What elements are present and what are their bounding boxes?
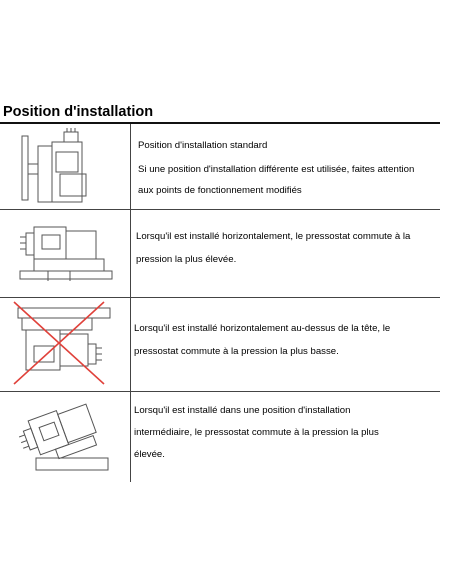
horizontal-position-figure — [0, 209, 130, 297]
table-row — [0, 392, 440, 482]
table-row — [0, 209, 440, 298]
row-2-line-1: Lorsqu'il est installé horizontalement, le pressostat commute à la — [136, 231, 411, 242]
row-1-line-3: aux points de fonctionnement modifiés — [138, 185, 302, 196]
standard-position-figure — [0, 124, 130, 209]
cross-mark — [14, 302, 104, 384]
row-4-line-1: Lorsqu'il est installé dans une position d'installation — [134, 405, 351, 416]
row-4-line-2: intermédiaire, le pressostat commute à la pression la plus — [134, 427, 379, 438]
row-3-line-2: pressostat commute à la pression la plus basse. — [134, 346, 339, 357]
row-1-line-1: Position d'installation standard — [138, 140, 268, 151]
row-4-line-3: élevée. — [134, 449, 165, 460]
table-row — [0, 122, 440, 210]
table-row — [0, 298, 440, 392]
section-title: Position d'installation — [3, 104, 154, 120]
overhead-position-figure — [0, 298, 130, 391]
row-1-line-2: Si une position d'installation différente est utilisée, faites attention — [138, 164, 415, 175]
intermediate-position-figure — [0, 392, 130, 482]
row-3-line-1: Lorsqu'il est installé horizontalement au-dessus de la tête, le — [134, 323, 391, 334]
row-2-line-2: pression la plus élevée. — [136, 254, 237, 265]
